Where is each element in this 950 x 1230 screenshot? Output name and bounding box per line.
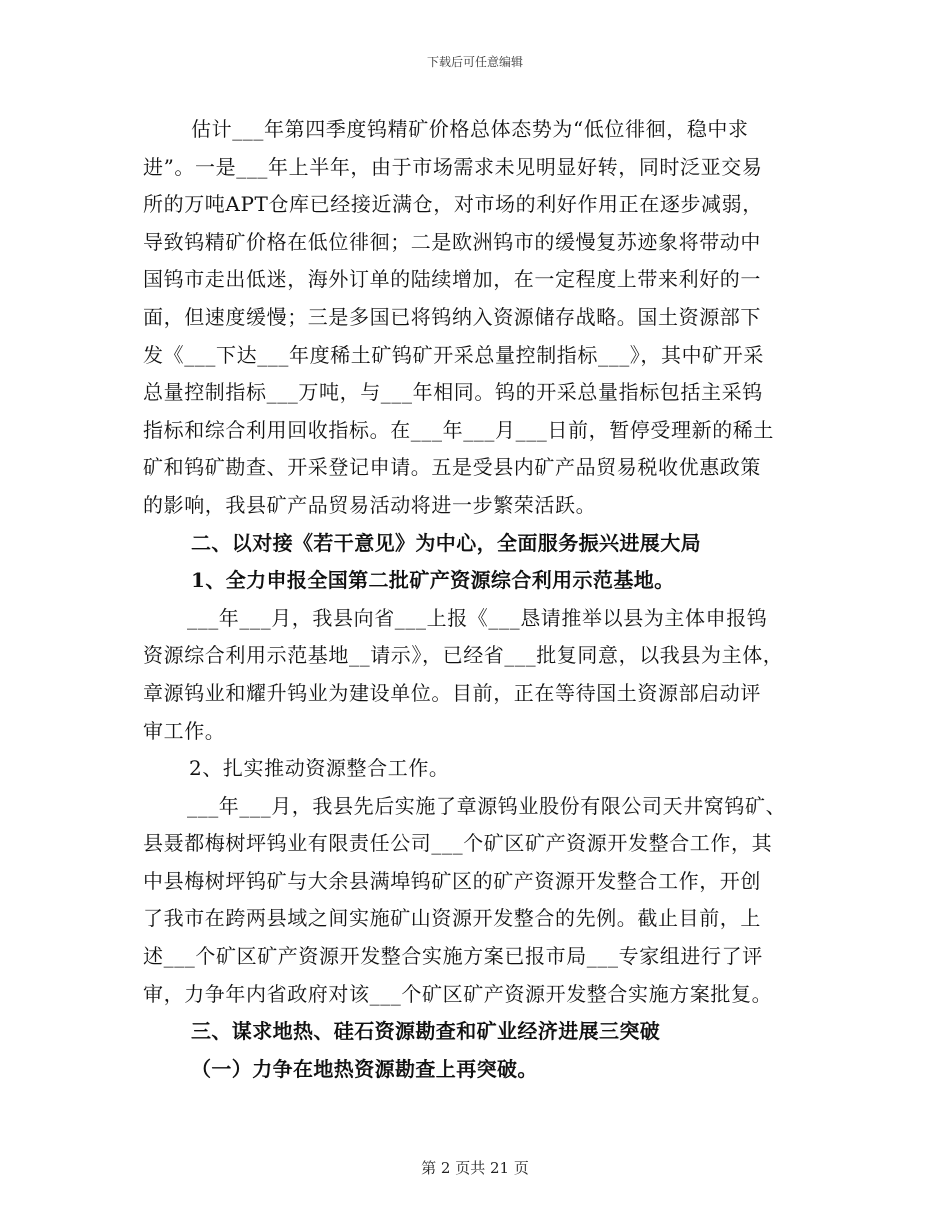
paragraph-line: 中县梅树坪钨矿与大余县满埠钨矿区的矿产资源开发整合工作，开创 (143, 868, 761, 893)
paragraph-line: 进”。一是___年上半年，由于市场需求未见明显好转，同时泛亚交易 (143, 154, 763, 179)
paragraph-line: 发《___下达___年度稀土矿钨矿开采总量控制指标___》，其中矿开采 (143, 342, 764, 367)
paragraph-line: 总量控制指标___万吨，与___年相同。钨的开采总量指标包括主采钨 (143, 380, 763, 405)
paragraph-line: 县聂都梅树坪钨业有限责任公司___个矿区矿产资源开发整合工作，其 (143, 831, 773, 856)
paragraph-line: 导致钨精矿价格在低位徘徊；二是欧洲钨市的缓慢复苏迹象将带动中 (143, 229, 761, 254)
paragraph-line: 了我市在跨两县域之间实施矿山资源开发整合的先例。截止目前，上 (143, 906, 761, 931)
paragraph-line: ___年___月，我县向省___上报《___恳请推举以县为主体申报钨 (187, 605, 768, 630)
paragraph-line: 估计___年第四季度钨精矿价格总体态势为“低位徘徊，稳中求 (191, 117, 749, 141)
section-heading: 三、谋求地热、硅石资源勘查和矿业经济进展三突破 (191, 1019, 661, 1044)
section-heading: 二、以对接《若干意见》为中心，全面服务振兴进展大局 (191, 530, 701, 555)
paragraph-line: 的影响，我县矿产品贸易活动将进一步繁荣活跃。 (143, 492, 597, 517)
paragraph-line: 审，力争年内省政府对该___个矿区矿产资源开发整合实施方案批复。 (143, 981, 773, 1006)
paragraph-line: 述___个矿区矿产资源开发整合实施方案已报市局___专家组进行了评 (143, 944, 763, 969)
subsection-heading: （一）力争在地热资源勘查上再突破。 (191, 1056, 538, 1081)
document-body (143, 111, 815, 1088)
paragraph-line: 指标和综合利用回收指标。在___年___月___日前，暂停受理新的稀土 (143, 417, 774, 442)
paragraph-line: 矿和钨矿勘查、开采登记申请。五是受县内矿产品贸易税收优惠政策 (143, 455, 761, 480)
page-header: 下载后可任意编辑 (426, 55, 523, 69)
paragraph-line: 面，但速度缓慢；三是多国已将钨纳入资源储存战略。国土资源部下 (143, 304, 761, 329)
paragraph-line: 资源综合利用示范基地__请示》，已经省___批复同意，以我县为主体， (143, 643, 784, 668)
subsection-heading: 2、扎实推动资源整合工作。 (189, 756, 450, 781)
paragraph-line: 国钨市走出低迷，海外订单的陆续增加，在一定程度上带来利好的一 (143, 267, 761, 292)
paragraph-line: 所的万吨APT仓库已经接近满仓，对市场的利好作用正在逐步减弱， (143, 192, 763, 217)
page-footer: 第 2 页共 21 页 (421, 1159, 529, 1177)
paragraph-line: ___年___月，我县先后实施了章源钨业股份有限公司天井窝钨矿、 (187, 793, 787, 818)
paragraph-line: 章源钨业和耀升钨业为建设单位。目前，正在等待国土资源部启动评 (143, 680, 761, 705)
subsection-heading: 1、全力申报全国第二批矿产资源综合利用示范基地。 (191, 568, 675, 593)
paragraph-line: 审工作。 (143, 718, 226, 743)
